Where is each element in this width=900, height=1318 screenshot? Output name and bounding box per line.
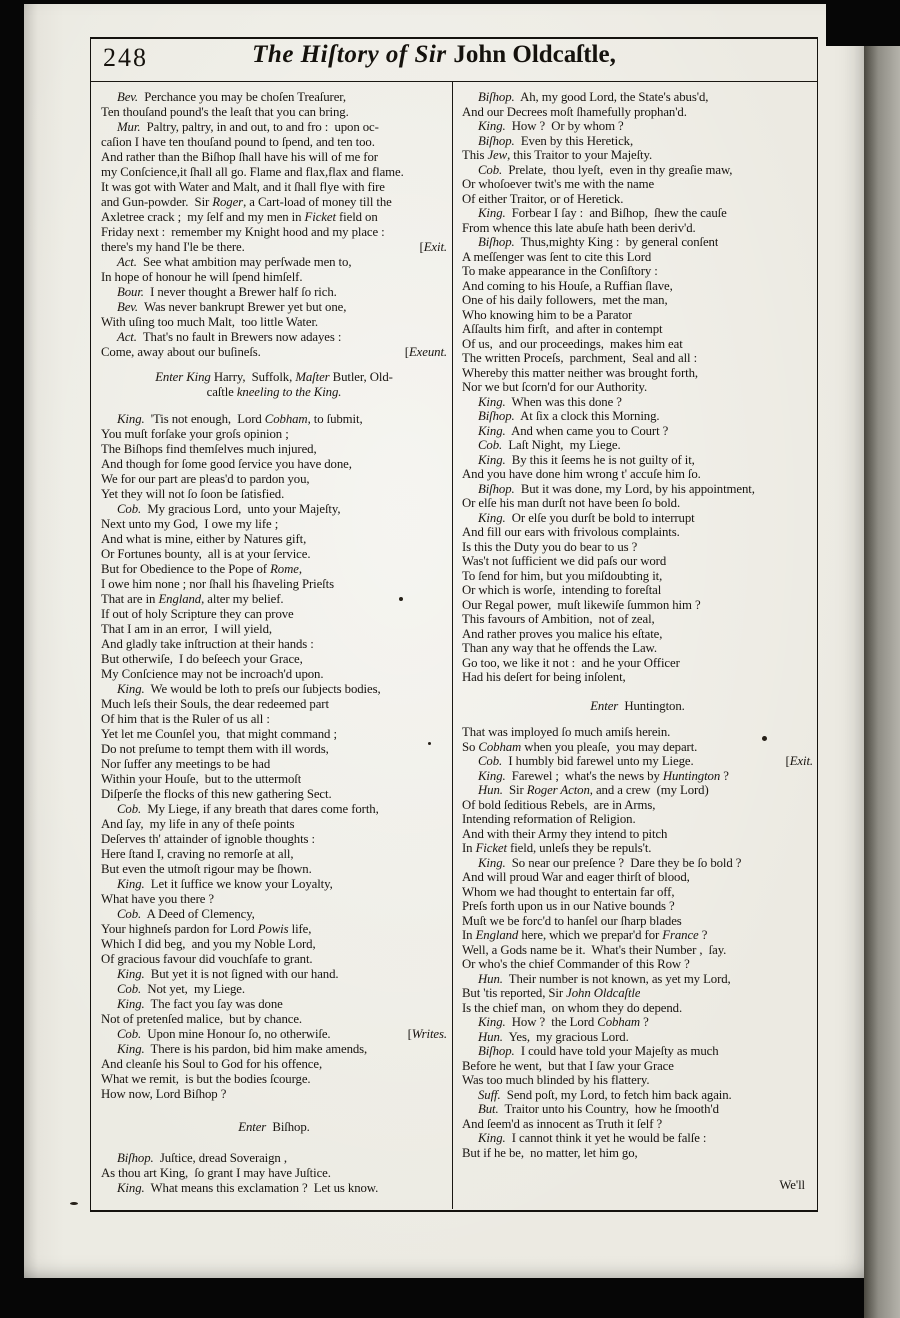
text-line: In England here, which we prepar'd for France ? bbox=[462, 928, 708, 942]
text-line: Nor ſuffer any meetings to be had bbox=[101, 757, 271, 771]
text-line: King. When was this done ? bbox=[478, 394, 622, 409]
text-line: And with their Army they intend to pitch bbox=[462, 826, 668, 841]
text-line: Hun. Yes, my gracious Lord. bbox=[478, 1029, 629, 1044]
text-line: And ſeem'd as innocent as Truth it ſelf ? bbox=[462, 1116, 663, 1131]
text-line: It was got with Water and Malt, and it ſhall flye with fire bbox=[101, 180, 385, 194]
text-line: Of gracious favour did vouchſafe to grant. bbox=[101, 952, 313, 966]
text-line: Whom we had thought to entertain far off, bbox=[462, 884, 675, 899]
ink-speck bbox=[399, 597, 403, 601]
text-line: Next unto my God, I owe my life ; bbox=[101, 517, 279, 531]
text-line: Yet let me Counſel you, that might command ; bbox=[101, 727, 337, 741]
text-line: Biſhop. Ah, my good Lord, the State's abus'd, bbox=[478, 90, 709, 104]
text-line: And cleanſe his Soul to God for his offence, bbox=[101, 1057, 323, 1071]
text-line: But for Obedience to the Pope of Rome, bbox=[101, 562, 302, 576]
text-line: Do not preſume to tempt them with ill words, bbox=[101, 742, 329, 756]
text-line: King. Let it ſuffice we know your Loyalty, bbox=[117, 877, 333, 891]
text-line: That was imployed ſo much amiſs herein. bbox=[462, 725, 671, 739]
text-line: and Gun-powder. Sir Roger, a Cart-load of money till the bbox=[101, 195, 392, 209]
text-line: Yet they will not ſo ſoon be ſatisfied. bbox=[101, 487, 285, 501]
text-line: my Conſcience,it ſhall all go. Flame and flax,flax and flame. bbox=[101, 165, 404, 179]
left-column bbox=[91, 82, 452, 1209]
text-line: Go too, we like it not : and he your Officer bbox=[462, 655, 680, 670]
text-line: Biſhop. Juſtice, dread Soveraign , bbox=[117, 1151, 287, 1165]
text-line: One of his daily followers, met the man, bbox=[462, 293, 668, 307]
text-line: Who knowing him to be a Parator bbox=[462, 307, 633, 322]
text-line: caſion I have ten thouſand pound to ſpend, and ten too. bbox=[101, 135, 375, 149]
running-title-italic: The Hiſtory of Sir bbox=[252, 41, 454, 68]
text-line: Hun. Sir Roger Acton, and a crew (my Lord) bbox=[478, 783, 709, 797]
text-line: Muſt we be forc'd to hanſel our ſharp blades bbox=[462, 913, 682, 928]
text-line: Biſhop. I could have told your Majeſty as much bbox=[478, 1044, 719, 1058]
text-line: But if he be, no matter, let him go, bbox=[462, 1145, 638, 1160]
text-line: King. Farewel ; what's the news by Huntington ? bbox=[478, 768, 729, 783]
text-frame bbox=[90, 37, 818, 1212]
text-line: King. So near our preſence ? Dare they be ſo bold ? bbox=[478, 855, 742, 870]
text-line: King. The fact you ſay was done bbox=[117, 997, 283, 1011]
text-line: Come, away about our buſineſs. [Exeunt. bbox=[101, 345, 447, 359]
text-line: King. 'Tis not enough, Lord Cobham, to ſubmit, bbox=[117, 412, 363, 426]
text-line: Here ſtand I, craving no remorſe at all, bbox=[101, 847, 294, 861]
text-line: A meſſenger was ſent to cite this Lord bbox=[462, 249, 652, 264]
stage-direction: Enter Huntington. bbox=[590, 698, 685, 713]
text-line: Axletree crack ; my ſelf and my men in Ficket field on bbox=[101, 210, 378, 224]
text-line: Intending reformation of Religion. bbox=[462, 812, 636, 826]
ink-speck bbox=[70, 1202, 78, 1205]
text-line: And our Decrees moſt ſhamefully prophan'd. bbox=[462, 104, 687, 119]
text-line: Act. That's no fault in Brewers now adayes : bbox=[117, 330, 342, 344]
bracket-stage-direction: [Writes. bbox=[407, 1027, 447, 1041]
ink-speck bbox=[762, 736, 767, 741]
text-line: Friday next : remember my Knight hood and my place : bbox=[101, 225, 385, 239]
ink-speck bbox=[428, 742, 431, 745]
catchword: We'll bbox=[779, 1178, 805, 1192]
text-line: Diſperſe the flocks of this new gathering Sect. bbox=[101, 787, 332, 801]
text-line: King. How ? the Lord Cobham ? bbox=[478, 1015, 649, 1029]
text-line: And you have done him wrong t' accuſe him ſo. bbox=[462, 467, 701, 481]
text-line: In hope of honour he will ſpend himſelf. bbox=[101, 270, 303, 284]
running-title-roman: John Oldcaſtle, bbox=[453, 41, 616, 68]
text-line: Suff. Send poſt, my Lord, to fetch him back again. bbox=[478, 1087, 732, 1102]
bracket-stage-direction: [Exit. bbox=[785, 754, 813, 768]
text-line: From whence this late abuſe hath been deriv'd. bbox=[462, 220, 696, 235]
text-line: Biſhop. At ſix a clock this Morning. bbox=[478, 409, 660, 423]
text-line: And though for ſome good ſervice you have done, bbox=[101, 457, 352, 471]
text-line: King. How ? Or by whom ? bbox=[478, 119, 624, 133]
text-line: Of us, and our proceedings, makes him eat bbox=[462, 336, 683, 351]
text-line: Or Fortunes bounty, all is at your ſervice. bbox=[101, 547, 311, 561]
stage-direction: caſtle kneeling to the King. bbox=[206, 385, 342, 399]
text-line: King. We would be loth to preſs our ſubjects bodies, bbox=[117, 682, 381, 696]
text-line: Bour. I never thought a Brewer half ſo rich. bbox=[117, 285, 337, 299]
text-line: As thou art King, ſo grant I may have Juſtice. bbox=[101, 1166, 331, 1180]
text-line: How now, Lord Biſhop ? bbox=[101, 1087, 227, 1101]
text-line: You muſt forſake your groſs opinion ; bbox=[101, 427, 289, 441]
right-column bbox=[452, 82, 817, 1209]
text-line: Biſhop. Thus,mighty King : by general conſent bbox=[478, 235, 719, 249]
text-line: Cob. My Liege, if any breath that dares come forth, bbox=[117, 802, 379, 816]
text-line: And rather proves you malice his eſtate, bbox=[462, 626, 663, 641]
text-line: Mur. Paltry, paltry, in and out, to and fro : upon oc- bbox=[117, 120, 379, 134]
text-line: Cob. Prelate, thou lyeſt, even in thy greaſie maw, bbox=[478, 162, 733, 177]
text-line: King. Or elſe you durſt be bold to interrupt bbox=[478, 510, 695, 525]
text-line: Well, a Gods name be it. What's their Number , ſay. bbox=[462, 942, 727, 957]
text-line: My Conſcience may not be incroach'd upon. bbox=[101, 667, 324, 681]
text-line: Deſerves th' attainder of ignoble thoughts : bbox=[101, 832, 315, 846]
page-gutter-edge bbox=[864, 0, 900, 1318]
text-line: And fill our ears with frivolous complaints. bbox=[462, 525, 680, 539]
text-line: Cob. Not yet, my Liege. bbox=[117, 982, 245, 996]
text-line: Bev. Was never bankrupt Brewer yet but one, bbox=[117, 300, 347, 314]
bracket-stage-direction: [Exeunt. bbox=[404, 345, 447, 359]
text-line: Had his deſert for being inſolent, bbox=[462, 670, 626, 684]
text-line: Nor we but ſcorn'd for our Authority. bbox=[462, 380, 648, 394]
text-line: In Ficket field, unleſs they be repuls't. bbox=[462, 841, 652, 855]
page-number: 248 bbox=[103, 43, 148, 72]
text-line: And will proud War and eager thirſt of blood, bbox=[462, 870, 690, 884]
text-line: This Jew, this Traitor to your Majeſty. bbox=[462, 148, 653, 162]
text-line: To make appearance in the Conſiſtory : bbox=[462, 264, 658, 278]
text-line: That I am in an error, I will yield, bbox=[101, 622, 272, 636]
text-line: Of either Traitor, or of Heretick. bbox=[462, 191, 624, 206]
text-line: Bev. Perchance you may be choſen Treaſurer, bbox=[117, 90, 347, 104]
text-line: And coming to his Houſe, a Ruffian ſlave, bbox=[462, 278, 673, 293]
text-line: Cob. My gracious Lord, unto your Majeſty, bbox=[117, 502, 341, 516]
text-line: But. Traitor unto his Country, how he ſmooth'd bbox=[478, 1102, 719, 1116]
text-line: But even the utmoſt rigour may be ſhown. bbox=[101, 862, 312, 876]
text-line: Is this the Duty you do bear to us ? bbox=[462, 539, 638, 554]
text-line: Biſhop. Even by this Heretick, bbox=[478, 133, 634, 148]
text-line: King. And when came you to Court ? bbox=[478, 423, 669, 438]
text-line: Our Regal power, muſt likewiſe ſummon him ? bbox=[462, 597, 701, 612]
text-line: Biſhop. But it was done, my Lord, by his appointment, bbox=[478, 481, 755, 496]
text-line: Ten thouſand pound's the leaſt that you can bring. bbox=[101, 105, 349, 119]
bracket-stage-direction: [Exit. bbox=[419, 240, 447, 254]
text-line: Cob. Laſt Night, my Liege. bbox=[478, 438, 621, 452]
text-line: Or who's the chief Commander of this Row ? bbox=[462, 957, 690, 971]
text-line: And what is mine, either by Natures gift, bbox=[101, 532, 307, 546]
text-line: But otherwiſe, I do beſeech your Grace, bbox=[101, 652, 303, 666]
text-line: there's my hand I'le be there. [Exit. bbox=[101, 240, 447, 254]
text-line: To ſend for him, but you miſdoubting it, bbox=[462, 568, 663, 583]
text-line: Than any way that he offends the Law. bbox=[462, 641, 657, 655]
text-columns bbox=[91, 82, 817, 1209]
text-line: Your highneſs pardon for Lord Powis life, bbox=[101, 922, 312, 936]
text-line: Whereby this matter neither was brought forth, bbox=[462, 365, 698, 380]
text-line: Act. See what ambition may perſwade men to, bbox=[117, 255, 352, 269]
text-line: King. But yet it is not ſigned with our hand. bbox=[117, 967, 339, 981]
text-line: Not of pretenſed malice, but by chance. bbox=[101, 1012, 303, 1026]
text-line: Of bold ſeditious Rebels, are in Arms, bbox=[462, 797, 656, 812]
text-line: Cob. A Deed of Clemency, bbox=[117, 907, 255, 921]
text-line: King. Forbear I ſay : and Biſhop, ſhew the cauſe bbox=[478, 206, 727, 220]
text-line: King. What means this exclamation ? Let us know. bbox=[117, 1181, 379, 1195]
text-line: Is the chief man, on whom they do depend. bbox=[462, 1000, 683, 1015]
book-page-scan bbox=[24, 4, 864, 1278]
text-line: With uſing too much Malt, too little Water. bbox=[101, 315, 319, 329]
text-line: Was't not ſufficient we did paſs our word bbox=[462, 554, 667, 568]
text-line: Cob. I humbly bid farewel unto my Liege. [Exit. bbox=[478, 754, 813, 768]
text-line: What have you there ? bbox=[101, 892, 215, 906]
text-line: I owe him none ; nor ſhall his ſhaveling Prieſts bbox=[101, 577, 334, 591]
text-line: But 'tis reported, Sir John Oldcaſtle bbox=[462, 986, 641, 1000]
stage-direction: Enter Biſhop. bbox=[238, 1120, 310, 1134]
text-line: Or which is worſe, intending to foreſtal bbox=[462, 583, 662, 597]
text-line: Within your Houſe, but to the uttermoſt bbox=[101, 772, 302, 786]
text-line: This favours of Ambition, not of zeal, bbox=[462, 612, 655, 626]
text-line: That are in England, alter my belief. bbox=[101, 592, 284, 606]
text-line: Before he went, but that I ſaw your Grace bbox=[462, 1058, 674, 1073]
stage-direction: Enter King Harry, Suffolk, Maſter Butler, Old- bbox=[155, 370, 393, 384]
text-line: And ſay, my life in any of theſe points bbox=[101, 817, 295, 831]
text-line: We for our part are pleas'd to pardon you, bbox=[101, 472, 310, 486]
text-line: If out of holy Scripture they can prove bbox=[101, 607, 294, 621]
text-line: Cob. Upon mine Honour ſo, no otherwiſe. [Writes. bbox=[117, 1027, 447, 1041]
text-line: Or whoſoever twit's me with the name bbox=[462, 177, 655, 191]
text-line: So Cobham when you pleaſe, you may depart. bbox=[462, 739, 698, 754]
page-header bbox=[91, 39, 817, 82]
text-line: What we remit, is but the bodies ſcourge. bbox=[101, 1072, 311, 1086]
text-line: And gladly take inſtruction at their hands : bbox=[101, 637, 314, 651]
text-line: Hun. Their number is not known, as yet my Lord, bbox=[478, 971, 731, 986]
text-line: Much leſs their Souls, the dear redeemed part bbox=[101, 697, 329, 711]
text-line: King. There is his pardon, bid him make amends, bbox=[117, 1042, 368, 1056]
text-line: Or elſe his man durſt not have been ſo bold. bbox=[462, 496, 681, 510]
text-line: Preſs forth upon us in our Native bounds ? bbox=[462, 899, 675, 913]
scan-corner-black bbox=[826, 0, 900, 46]
text-line: Aſſaults him firſt, and after in contempt bbox=[462, 322, 663, 336]
text-line: Of him that is the Ruler of us all : bbox=[101, 712, 270, 726]
running-title bbox=[91, 41, 777, 69]
text-line: The written Proceſs, parchment, Seal and all : bbox=[462, 351, 698, 365]
text-line: King. I cannot think it yet he would be falſe : bbox=[478, 1131, 707, 1145]
text-line: Was too much blinded by his flattery. bbox=[462, 1073, 650, 1087]
text-line: Which I did beg, and you my Noble Lord, bbox=[101, 937, 316, 951]
text-line: King. By this it ſeems he is not guilty of it, bbox=[478, 452, 695, 467]
text-line: And rather than the Biſhop ſhall have his will of me for bbox=[101, 150, 378, 164]
text-line: The Biſhops find themſelves much injured, bbox=[101, 442, 317, 456]
